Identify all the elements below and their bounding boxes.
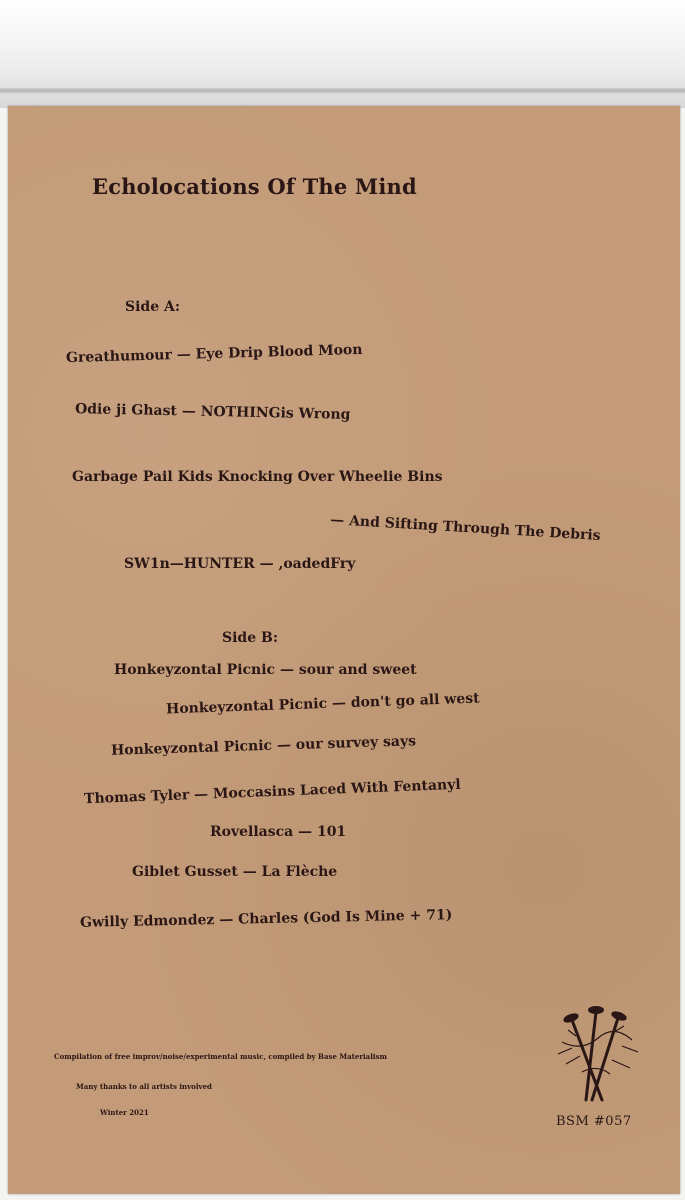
track-b5: Rovellasca — 101 [210,824,347,840]
season-note: Winter 2021 [100,1108,149,1117]
compilation-note: Compilation of free improv/noise/experimental music, compiled by Base Materialism [54,1052,387,1061]
track-a3: Garbage Pail Kids Knocking Over Wheelie Bins [72,469,443,485]
catalog-number: BSM #057 [556,1114,632,1129]
side-a-heading: Side A: [125,299,181,315]
track-a1: Greathumour — Eye Drip Blood Moon [65,341,363,367]
page-title: Echolocations Of The Mind [92,174,417,199]
track-b6: Giblet Gusset — La Flèche [132,864,338,880]
track-a2: Odie ji Ghast — NOTHINGis Wrong [74,401,351,423]
sleeve-seal [0,88,685,94]
track-a3-continued: — And Sifting Through The Debris [329,511,602,545]
crossed-nails-icon [552,1002,642,1106]
track-b7: Gwilly Edmondez — Charles (God Is Mine + 71) [79,907,453,931]
side-b-heading: Side B: [222,630,278,646]
insert-card [8,106,680,1194]
track-b3: Honkeyzontal Picnic — our survey says [110,733,417,759]
thanks-note: Many thanks to all artists involved [76,1082,212,1091]
track-b2: Honkeyzontal Picnic — don't go all west [165,690,480,718]
track-b4: Thomas Tyler — Moccasins Laced With Fentanyl [83,776,461,808]
track-a4: SW1n—HUNTER — ,oadedFry [124,556,356,572]
track-b1: Honkeyzontal Picnic — sour and sweet [114,662,417,678]
